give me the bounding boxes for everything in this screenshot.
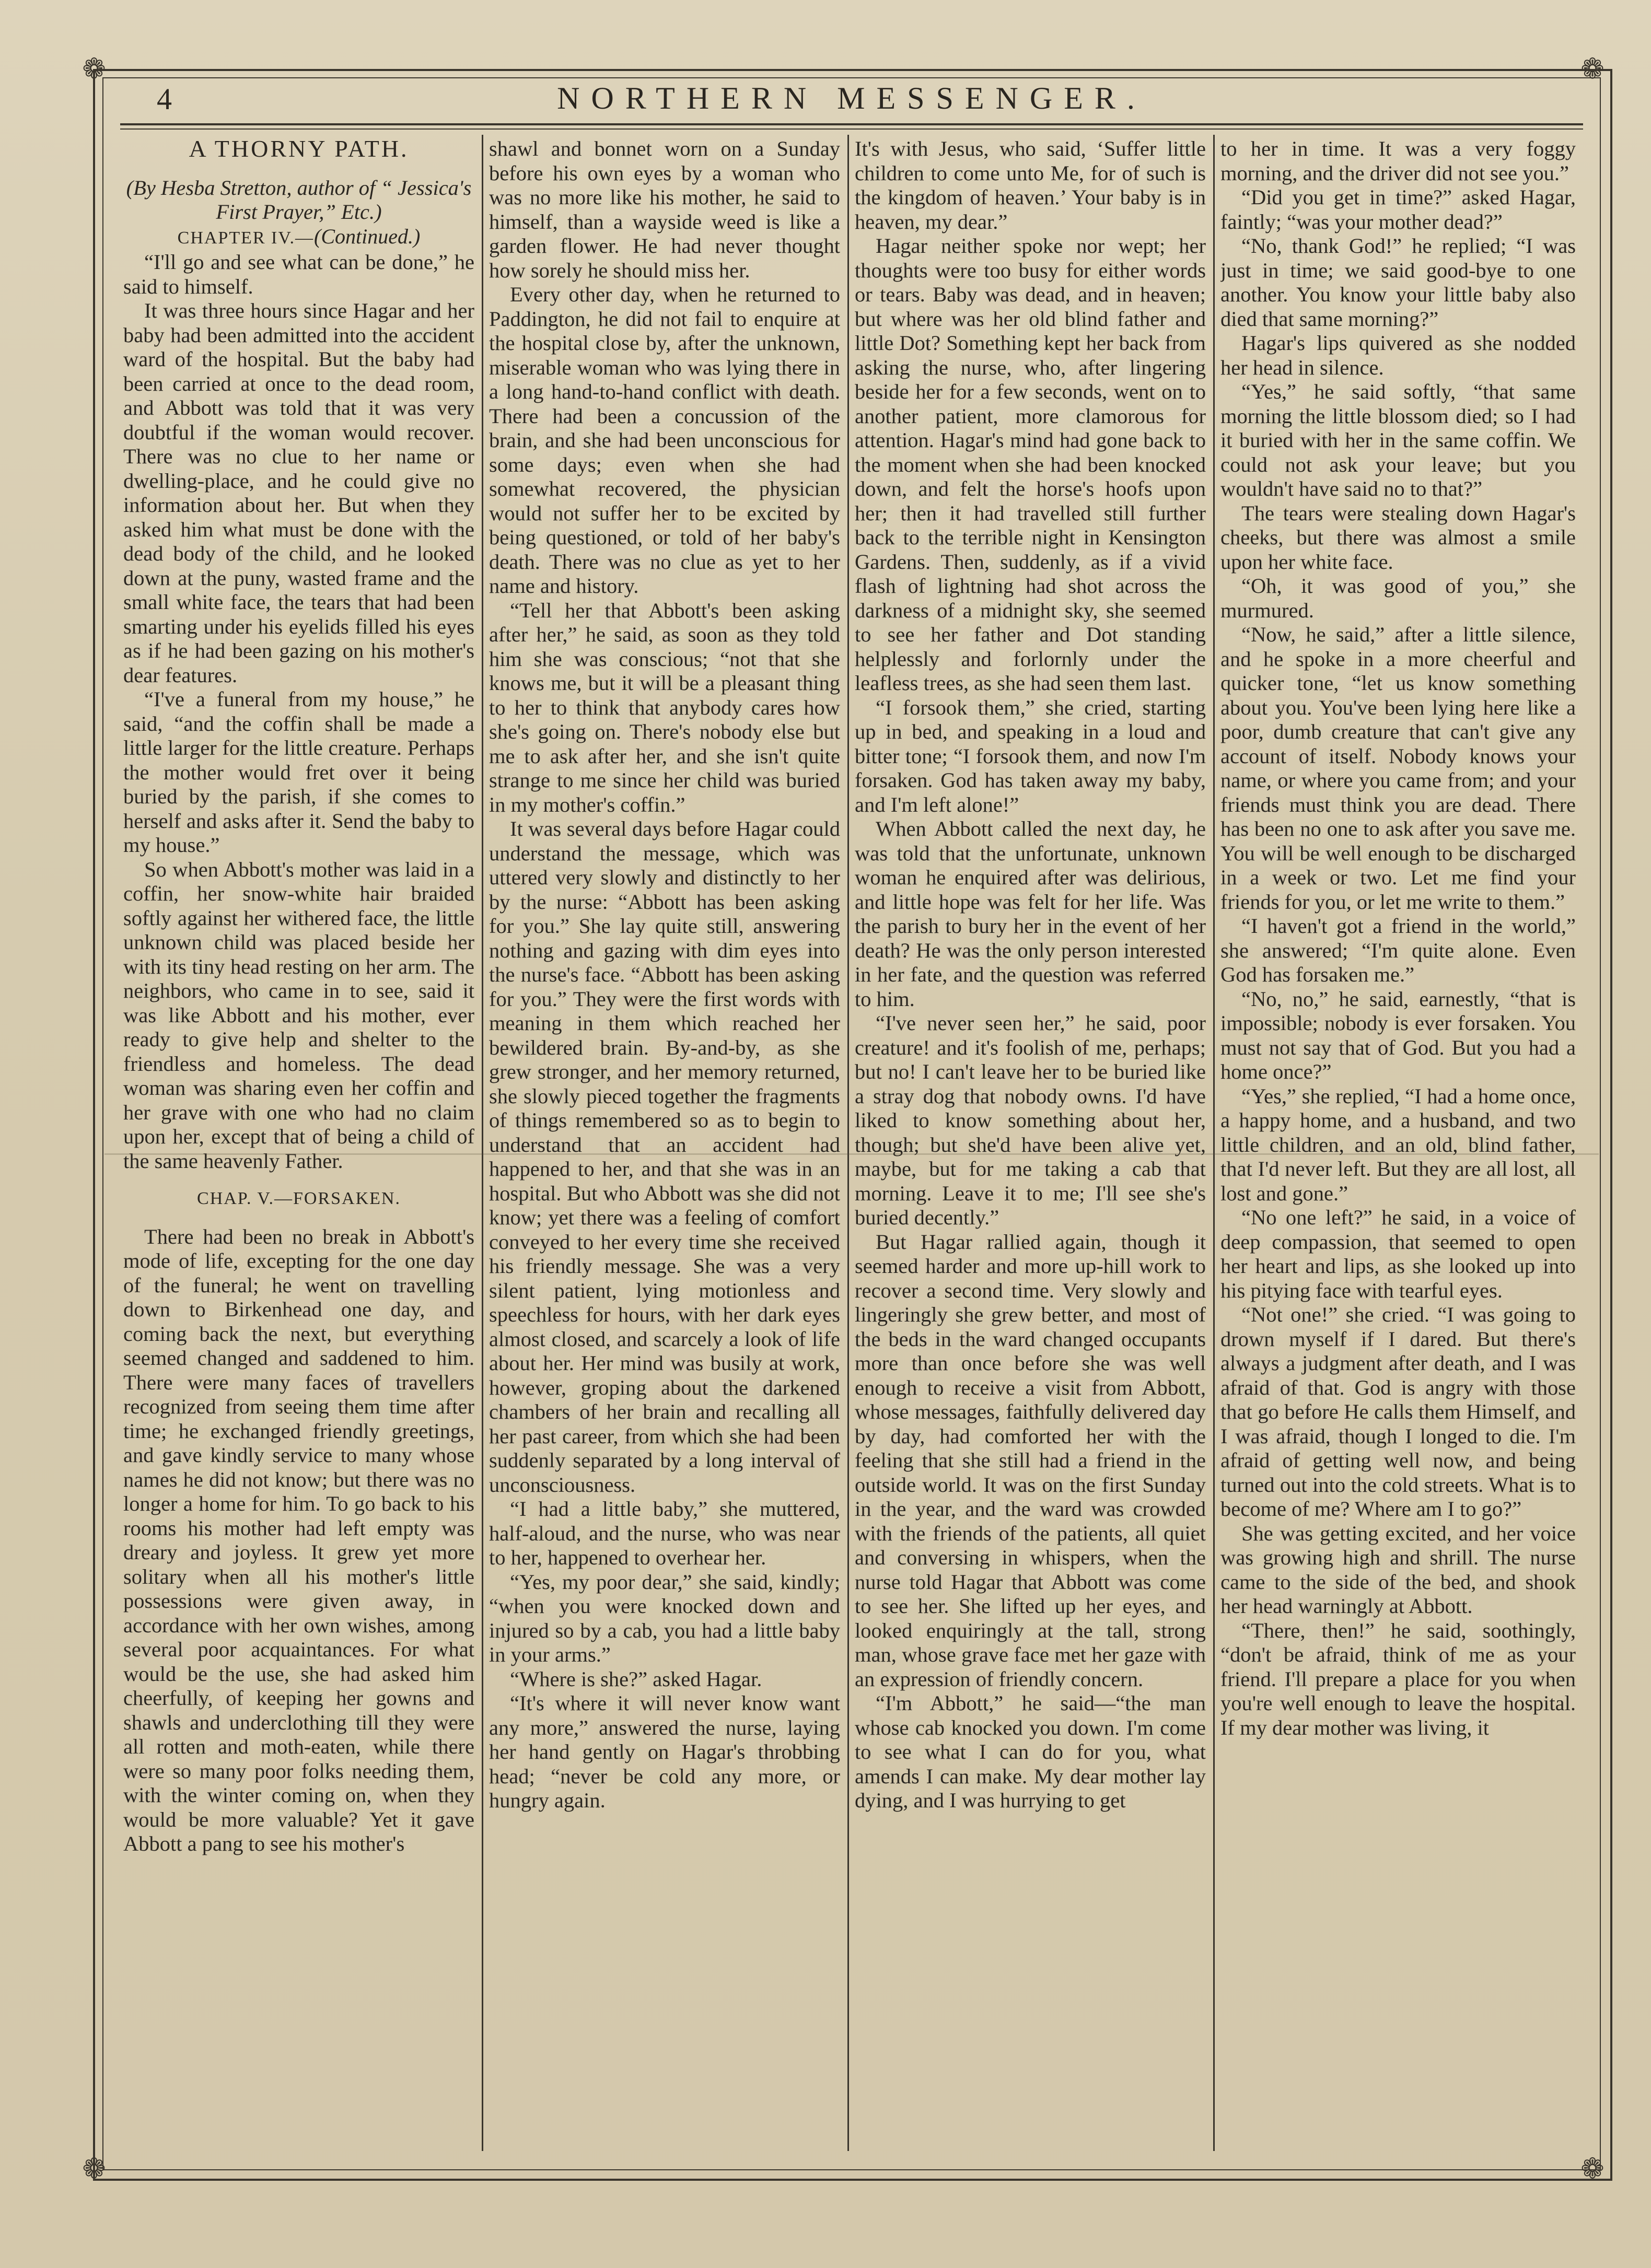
paragraph: “Oh, it was good of you,” she murmured. <box>1220 574 1576 622</box>
paragraph: “No one left?” he said, in a voice of deep compassion, that seemed to open her heart and lips, as she looked up into his pitying face with tearful eyes. <box>1220 1206 1576 1302</box>
paragraph: “Yes, my poor dear,” she said, kindly; “when you were knocked down and injured so by a cab, you had a little baby in your arms.” <box>489 1570 840 1666</box>
chapter-label: CHAPTER IV.— <box>177 228 315 248</box>
column-divider <box>1213 135 1215 2151</box>
paragraph: Hagar neither spoke nor wept; her thoughts were too busy for either words or tears. Baby was dead, and in heaven; but where was her old blind father and little Dot? Something kept her back from asking the nurse, who, after lingering beside her for a few seconds, went on to another patient, more clamorous for attention. Hagar's mind had gone back to the moment when she had been knocked down, and felt the horse's hoofs upon her; then it had travelled still further back to the terrible night in Kensington Gardens. Then, suddenly, as if a vivid flash of lightning had shot across the darkness of a midnight sky, she seemed to see her father and Dot standing helplessly and forlornly under the leafless trees, as she had seen them last. <box>855 234 1206 695</box>
header-rule-thin <box>120 128 1583 130</box>
article-column-1 <box>123 137 474 2143</box>
paragraph: Every other day, when he returned to Paddington, he did not fail to enquire at the hospital close by, after the unknown, miserable woman who was lying there in a long hand-to-hand conflict with death. There had been a concussion of the brain, and she had been unconscious for some days; even when she had somewhat recovered, the physician would not suffer her to be excited by being questioned, or told of her baby's death. There was no clue as yet to her name and history. <box>489 283 840 598</box>
chapter-continued: (Continued.) <box>314 224 421 248</box>
paragraph: “I forsook them,” she cried, starting up in bed, and speaking in a loud and bitter tone; “I forsook them, and now I'm forsaken. God has taken away my baby, and I'm left alone!” <box>855 695 1206 816</box>
paragraph: She was getting excited, and her voice was growing high and shrill. The nurse came to the side of the bed, and shook her head warningly at Abbott. <box>1220 1521 1576 1618</box>
article-column-4 <box>1220 137 1576 2143</box>
paragraph: Hagar's lips quivered as she nodded her head in silence. <box>1220 331 1576 379</box>
paragraph: “Tell her that Abbott's been asking after her,” he said, as soon as they told him she was conscious; “not that she knows me, but it will be a pleasant thing to her to think that anybody cares how she's going on. There's nobody else but me to ask after her, and she isn't quite strange to me since her child was buried in my mother's coffin.” <box>489 598 840 816</box>
story-title: A THORNY PATH. <box>189 137 409 162</box>
paragraph: “I had a little baby,” she muttered, half-aloud, and the nurse, who was near to her, happened to overhear her. <box>489 1497 840 1569</box>
paragraph: So when Abbott's mother was laid in a coffin, her snow-white hair braided softly against her withered face, the little unknown child was placed beside her with its tiny head resting on her arm. The neighbors, who came in to see, said it was like Abbott and his mother, ever ready to give help and shelter to the friendless and homeless. The dead woman was sharing even her coffin and her grave with one who had no claim upon her, except that of being a child of the same heavenly Father. <box>123 857 474 1173</box>
page-header <box>120 78 1583 120</box>
paragraph: “Where is she?” asked Hagar. <box>510 1667 762 1691</box>
corner-ornament-icon: ❁ <box>1580 53 1605 85</box>
paragraph: “I've never seen her,” he said, poor creature! and it's foolish of me, perhaps; but no! I can't leave her to be buried like a stray dog that nobody owns. I'd have liked to know something about her, though; but she'd have been alive yet, maybe, but for me taking a cab that morning. Leave it to me; I'll see she's buried decently.” <box>855 1011 1206 1229</box>
paper-fold-crease <box>104 1153 1599 1155</box>
paragraph: “Now, he said,” after a little silence, and he spoke in a more cheerful and quicker tone, “let us know something about you. You've been lying here like a poor, dumb creature that can't give any account of itself. Nobody knows your name, or where you came from; and your friends must think you are dead. There has been no one to ask after you save me. You will be well enough to be discharged in a week or two. Let me find your friends for you, or let me write to them.” <box>1220 623 1576 914</box>
paragraph: It was several days before Hagar could understand the message, which was uttered very slowly and distinctly to her by the nurse: “Abbott has been asking for you.” She lay quite still, answering nothing and gazing with dim eyes into the nurse's face. “Abbott has been asking for you.” They were the first words with meaning in them which reached her bewildered brain. By-and-by, as she grew stronger, and her memory returned, she slowly pieced together the fragments of things remembered so as to begin to understand that an accident had happened to her, and that she was in an hospital. But who Abbott was she did not know; yet there was a feeling of comfort conveyed to her every time she received his friendly message. She was a very silent patient, lying motionless and speechless for hours, with her dark eyes almost closed, and scarcely a look of life about her. Her mind was busily at work, however, groping about the darkened chambers of her brain and recalling all her past career, from which she had been suddenly separated by a long interval of unconsciousness. <box>489 817 840 1497</box>
paragraph: When Abbott called the next day, he was told that the unfortunate, unknown woman he enquired after was delirious, and little hope was felt for her life. Was the parish to bury her in the event of her death? He was the only person interested in her fate, and the question was referred to him. <box>855 817 1206 1011</box>
paragraph: “No, no,” he said, earnestly, “that is impossible; nobody is ever forsaken. You must not say that of God. But you had a home once?” <box>1220 987 1576 1083</box>
page-number: 4 <box>157 82 172 116</box>
paragraph: “Did you get in time?” asked Hagar, faintly; “was your mother dead?” <box>1220 185 1576 233</box>
paragraph: “Not one!” she cried. “I was going to drown myself if I dared. But there's always a judgment after death, and I was afraid of that. God is angry with those that go before He calls them Himself, and I was afraid, though I longed to die. I'm afraid of getting well now, and being turned out into the cold streets. What is to become of me? Where am I to go?” <box>1220 1303 1576 1521</box>
paragraph: There had been no break in Abbott's mode of life, excepting for the one day of the funeral; he went on travelling down to Birkenhead one day, and coming back the next, but everything seemed changed and saddened to him. There were many faces of travellers recognized from seeing them time after time; he exchanged friendly greetings, and gave kindly service to many whose names he did not know; but there was no longer a home for him. To go back to his rooms his mother had left empty was dreary and joyless. It grew yet more solitary when all his mother's little possessions were given away, in accordance with her own wishes, among several poor acquaintances. For what would be the use, she had asked him cheerfully, of keeping her gowns and shawls and underclothing till they were all rotten and moth-eaten, while there were so many poor folks needing them, with the winter coming on, when they would be more valuable? Yet it gave Abbott a pang to see his mother's <box>123 1224 474 1855</box>
paragraph: “Yes,” she replied, “I had a home once, a happy home, and a husband, and two little children, and an old, blind father, that I'd never left. But they are all lost, all lost and gone.” <box>1220 1084 1576 1205</box>
paragraph: “I'll go and see what can be done,” he said to himself. <box>123 250 474 298</box>
paragraph: “Yes,” he said softly, “that same morning the little blossom died; so I had it buried with her in the same coffin. We could not ask your leave; but you wouldn't have said no to that?” <box>1220 380 1576 500</box>
corner-ornament-icon: ❁ <box>82 2153 106 2184</box>
chapter-heading <box>123 225 474 251</box>
column-divider <box>847 135 849 2151</box>
article-column-3 <box>855 137 1206 2143</box>
paragraph: “I'm Abbott,” he said—“the man whose cab knocked you down. I'm come to see what I can do for you, what amends I can make. My dear mother lay dying, and I was hurrying to get <box>855 1691 1206 1812</box>
paragraph: It was three hours since Hagar and her baby had been admitted into the accident ward of the hospital. But the baby had been carried at once to the dead room, and Abbott was told that it was very doubtful if the woman would recover. There was no clue to her name or dwelling-place, and he could give no information about her. But when they asked him what must be done with the dead body of the child, and he looked down at the puny, wasted frame and the small white face, the tears that had been smarting under his eyelids filled his eyes as if he had been gazing on his mother's dear features. <box>123 299 474 687</box>
paragraph: shawl and bonnet worn on a Sunday before his own eyes by a woman who was no more like his mother, he said to himself, than a wayside weed is like a garden flower. He had never thought how sorely he should miss her. <box>489 137 840 282</box>
masthead-title: NORTHERN MESSENGER. <box>557 81 1146 115</box>
article-column-2 <box>489 137 840 2143</box>
paragraph: “I've a funeral from my house,” he said, “and the coffin shall be made a little larger for the little creature. Perhaps the mother would fret over it being buried by the parish, if she comes to herself and asks after it. Send the baby to my house.” <box>123 687 474 857</box>
paragraph: “I haven't got a friend in the world,” she answered; “I'm quite alone. Even God has forsaken me.” <box>1220 914 1576 986</box>
paragraph: The tears were stealing down Hagar's cheeks, but there was almost a smile upon her white face. <box>1220 501 1576 574</box>
column-divider <box>482 135 483 2151</box>
corner-ornament-icon: ❁ <box>82 53 106 85</box>
corner-ornament-icon: ❁ <box>1580 2153 1605 2184</box>
chapter-heading-forsaken: CHAP. V.—FORSAKEN. <box>197 1189 401 1208</box>
paragraph: to her in time. It was a very foggy morning, and the driver did not see you.” <box>1220 137 1576 185</box>
paragraph: “There, then!” he said, soothingly, “don't be afraid, think of me as your friend. I'll prepare a place for you when you're well enough to leave the hospital. If my dear mother was living, it <box>1220 1618 1576 1739</box>
paragraph: But Hagar rallied again, though it seemed harder and more up-hill work to recover a second time. Very slowly and lingeringly she grew better, and most of the beds in the ward changed occupants more than once before she was well enough to receive a visit from Abbott, whose messages, faithfully delivered day by day, had comforted her with the feeling that she still had a friend in the outside world. It was on the first Sunday in the year, and the ward was crowded with the friends of the patients, all quiet and conversing in whispers, when the nurse told Hagar that Abbott was come to see her. She lifted up her eyes, and looked enquiringly at the tall, strong man, whose grave face met her gaze with an expression of friendly concern. <box>855 1230 1206 1691</box>
paragraph: “It's where it will never know want any more,” answered the nurse, laying her hand gently on Hagar's throbbing head; “never be cold any more, or hungry again. <box>489 1691 840 1812</box>
header-rule <box>120 123 1583 125</box>
story-byline: (By Hesba Stretton, author of “ Jessica's First Prayer,” Etc.) <box>126 176 472 224</box>
paragraph: It's with Jesus, who said, ‘Suffer little children to come unto Me, for of such is the kingdom of heaven.’ Your baby is in heaven, my dear.” <box>855 137 1206 233</box>
paragraph: “No, thank God!” he replied; “I was just in time; we said good-bye to one another. You know your little baby also died that same morning?” <box>1220 234 1576 331</box>
